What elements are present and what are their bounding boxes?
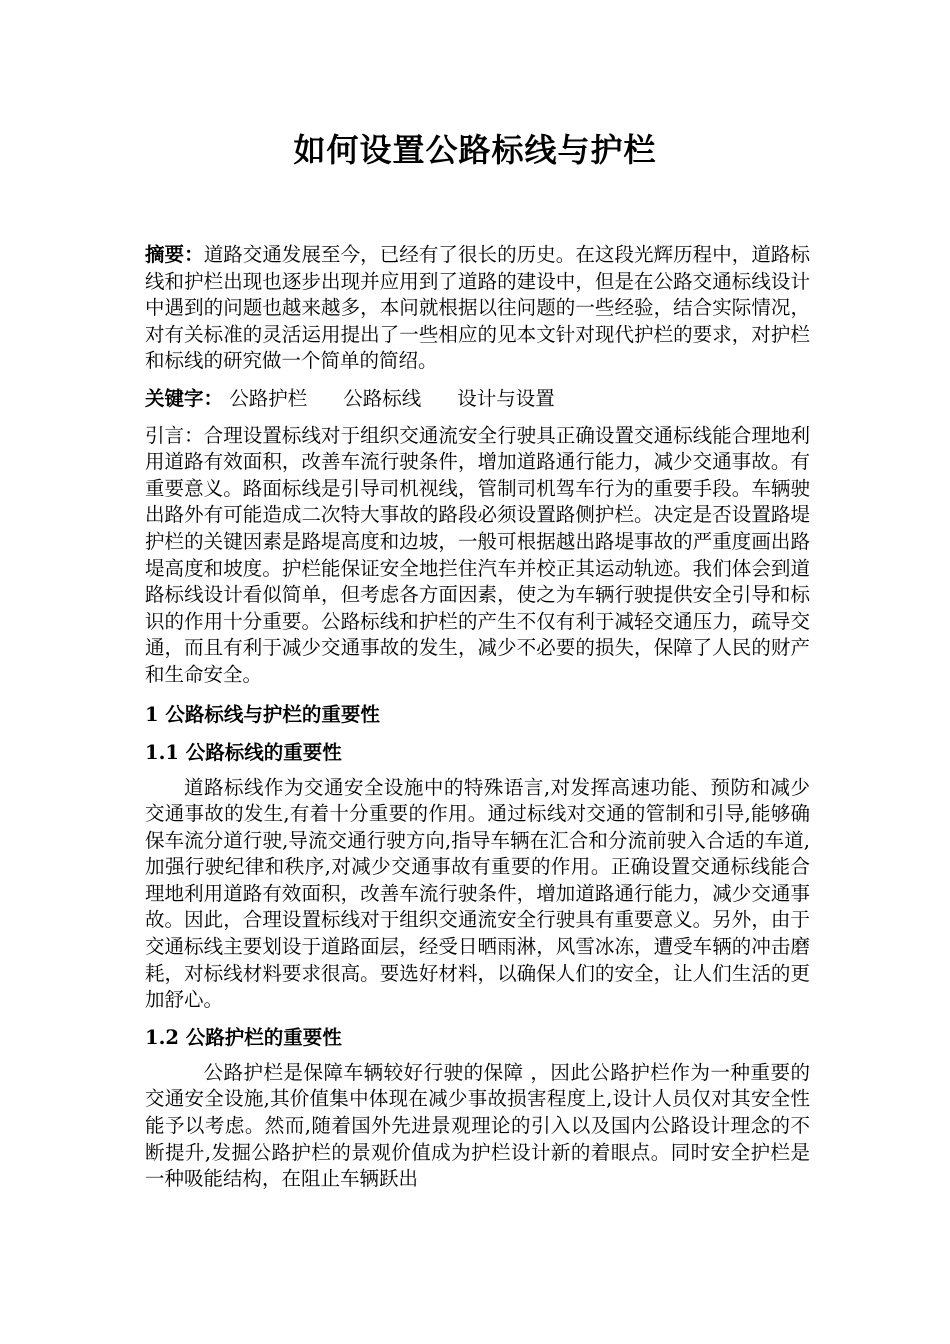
abstract-text: 道路交通发展至今，已经有了很长的历史。在这段光辉历程中，道路标线和护栏出现也逐步出现并应用到了道路的建设中，但是在公路交通标线设计中遇到的问题也越来越多，本问就根据以往问题的一些经验，结合实际情况，对有关标准的灵活运用提出了一些相应的见本文针对现代护栏的要求，对护栏和标线的研究做一个简单的简绍。 [145,243,810,373]
subsection-heading: 1.1 公路标线的重要性 [145,740,342,764]
intro-paragraph: 引言：合理设置标线对于组织交通流安全行驶具正确设置交通标线能合理地利用道路有效面积，改善车流行驶条件，增加道路通行能力，减少交通事故。有重要意义。路面标线是引导司机视线，管制司机驾车行为的重要手段。车辆驶出路外有可能造成二次特大事故的路段必须设置路侧护栏。决定是否设置路堤护栏的关键因素是路堤高度和边坡，一般可根据越出路堤事故的严重度画出路堤高度和坡度。护栏能保证安全地拦住汽车并校正其运动轨迹。我们体会到道路标线设计看似简单，但考虑各方面因素，使之为车辆行驶提供安全引导和标识的作用十分重要。公路标线和护栏的产生不仅有利于减轻交通压力，疏导交通，而且有利于减少交通事故的发生，减少不必要的损失，保障了人民的财产和生命安全。 [145,423,810,686]
abstract-label: 摘要： [145,243,204,266]
keywords-label: 关键字： [145,386,224,410]
keyword-item: 公路标线 [343,386,422,410]
keyword-item: 设计与设置 [457,386,555,410]
document-title: 如何设置公路标线与护栏 [293,131,657,169]
subsection-paragraph: 道路标线作为交通安全设施中的特殊语言,对发挥高速功能、预防和减少交通事故的发生,有着十分重要的作用。通过标线对交通的管制和引导,能够确保车流分道行驶,导流交通行驶方向,指导车辆在汇合和分流前驶入合适的车道,加强行驶纪律和秩序,对减少交通事故有重要的作用。正确设置交通标线能合理地利用道路有效面积，改善车流行驶条件，增加道路通行能力，减少交通事故。因此，合理设置标线对于组织交通流安全行驶具有重要意义。另外，由于交通标线主要划设于道路面层，经受日晒雨淋，风雪冰冻，遭受车辆的冲击磨耗，对标线材料要求很高。要选好材料，以确保人们的安全，让人们生活的更加舒心。 [145,775,810,1012]
document-body [145,242,810,1193]
section-heading: 1 公路标线与护栏的重要性 [145,702,380,726]
keyword-item: 公路护栏 [229,386,308,410]
subsection-heading: 1.2 公路护栏的重要性 [145,1025,342,1049]
keywords-line [145,386,810,413]
abstract-paragraph [145,242,810,375]
subsection-paragraph: 公路护栏是保障车辆较好行驶的保障 ，因此公路护栏作为一种重要的交通安全设施,其价值集中体现在减少事故损害程度上,设计人员仅对其安全性能予以考虑。然而,随着国外先进景观理论的引入以及国内公路设计理念的不断提升,发掘公路护栏的景观价值成为护栏设计新的着眼点。同时安全护栏是一种吸能结构，在阻止车辆跃出 [145,1060,810,1191]
